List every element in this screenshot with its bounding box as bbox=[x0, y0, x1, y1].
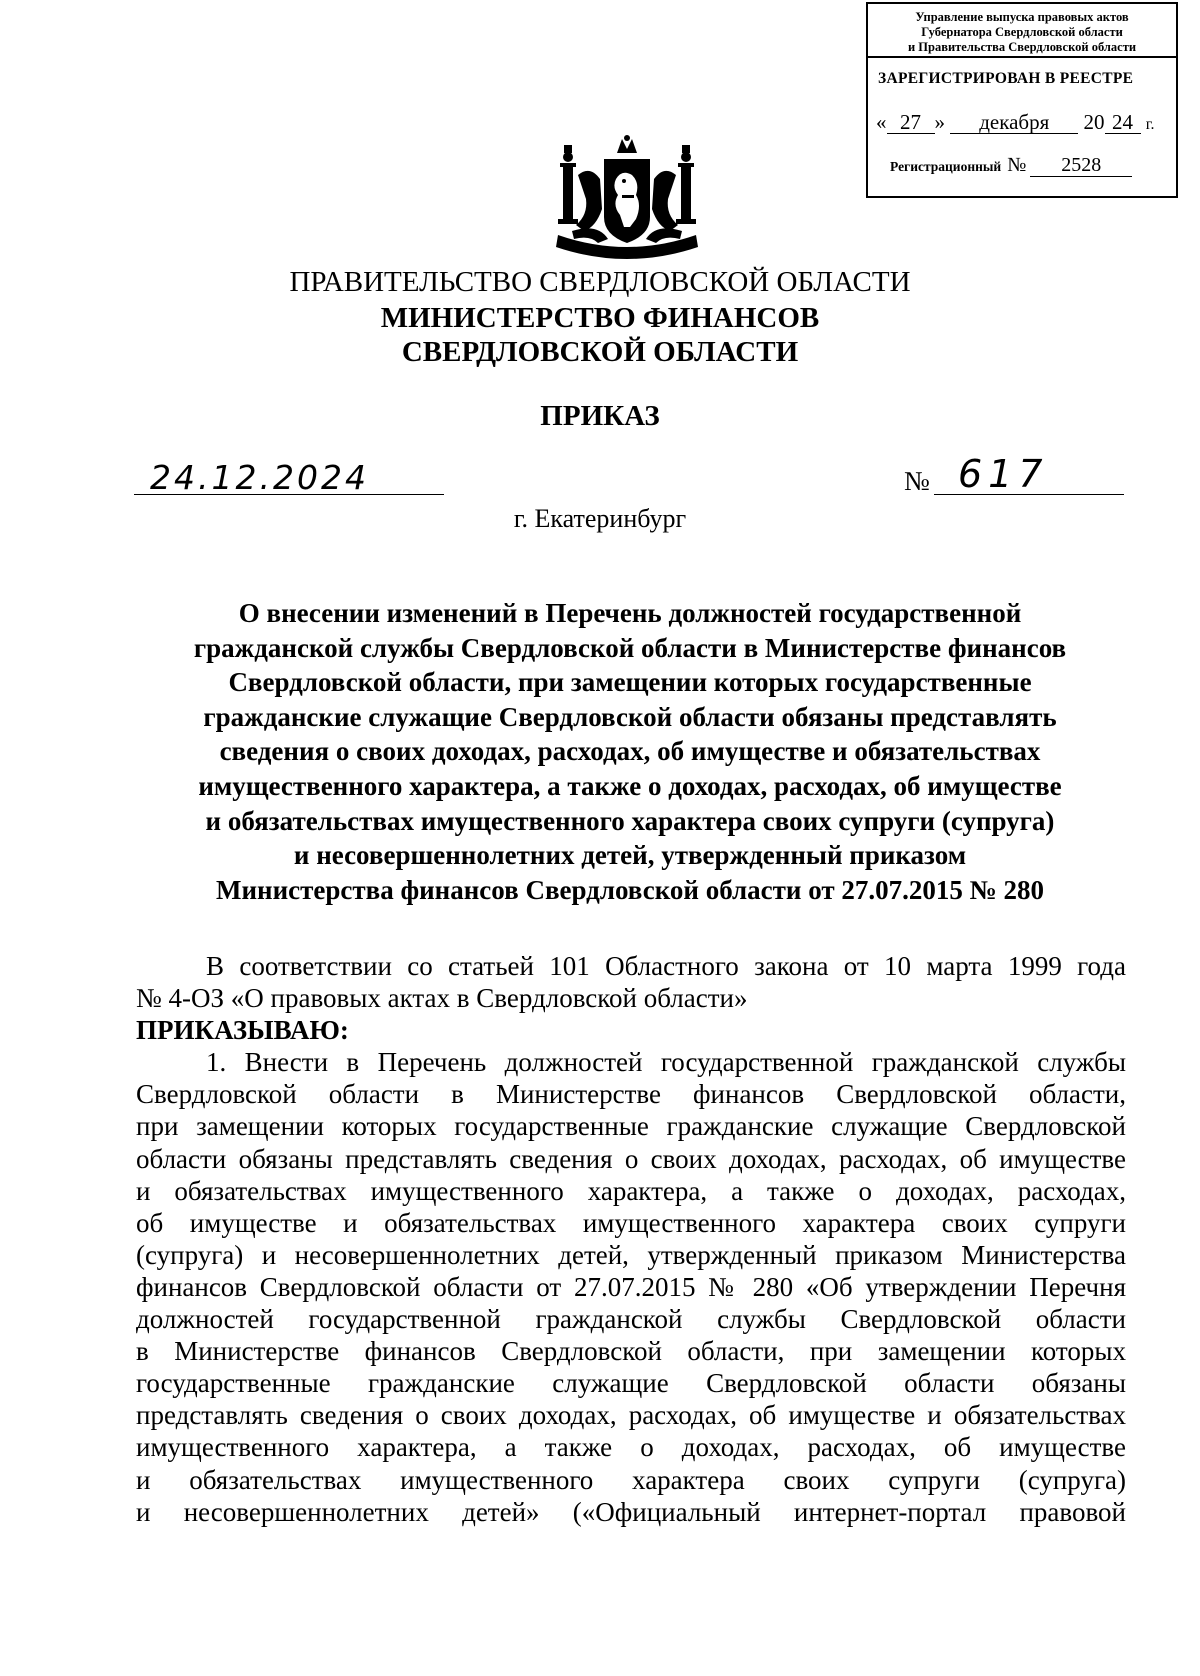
body-line: об имуществе и обязательствах имущественного характера своих супруги bbox=[136, 1207, 1126, 1238]
title-line: и обязательствах имущественного характера своих супруги (супруга) bbox=[205, 805, 1055, 836]
body-line: имущественного характера, а также о доходах, расходах, об имуществе bbox=[136, 1432, 1126, 1463]
body-line-directive: ПРИКАЗЫВАЮ: bbox=[136, 1015, 349, 1046]
stamp-year-suffix: 24 bbox=[1105, 111, 1141, 134]
title-line: гражданской службы Свердловской области в Министерстве финансов bbox=[193, 632, 1067, 663]
body-line: государственные гражданские служащие Свердловской области обязаны bbox=[136, 1368, 1126, 1399]
body-line: 1. Внести в Перечень должностей государственной гражданской службы bbox=[206, 1047, 1126, 1078]
order-body bbox=[136, 950, 1126, 1528]
order-title bbox=[130, 596, 1130, 907]
stamp-reg-label: Регистрационный bbox=[890, 159, 1002, 174]
title-line: имущественного характера, а также о доходах, расходах, об имуществе bbox=[198, 770, 1062, 801]
stamp-year-abbr: г. bbox=[1145, 116, 1155, 133]
stamp-close-quote: » bbox=[934, 110, 945, 134]
stamp-month: декабря bbox=[950, 111, 1078, 134]
body-line: области обязаны представлять сведения о своих доходах, расходах, об имуществе bbox=[136, 1143, 1126, 1174]
title-line: О внесении изменений в Перечень должностей государственной bbox=[238, 598, 1022, 628]
number-underline bbox=[934, 494, 1124, 495]
document-type: ПРИКАЗ bbox=[540, 400, 660, 432]
body-line: и обязательствах имущественного характера, а также о доходах, расходах, bbox=[136, 1175, 1126, 1206]
body-line: и несовершеннолетних детей» («Официальный интернет-портал правовой bbox=[136, 1496, 1126, 1527]
stamp-day: 27 bbox=[887, 111, 935, 134]
government-title: ПРАВИТЕЛЬСТВО СВЕРДЛОВСКОЙ ОБЛАСТИ bbox=[289, 266, 911, 298]
title-line: и несовершеннолетних детей, утвержденный приказом bbox=[293, 840, 967, 871]
stamp-date bbox=[876, 110, 1155, 135]
ministry-title-line2: СВЕРДЛОВСКОЙ ОБЛАСТИ bbox=[401, 336, 799, 368]
stamp-open-quote: « bbox=[876, 110, 887, 134]
city: г. Екатеринбург bbox=[513, 504, 687, 533]
body-line: в Министерстве финансов Свердловской области, при замещении которых bbox=[136, 1336, 1126, 1367]
stamp-header-line: и Правительства Свердловской области bbox=[907, 40, 1137, 54]
coat-of-arms-emblem bbox=[538, 135, 716, 267]
body-line: Свердловской области в Министерстве финансов Свердловской области, bbox=[136, 1079, 1126, 1110]
registration-stamp bbox=[866, 2, 1178, 198]
number-sign: № bbox=[904, 466, 930, 496]
body-line: представлять сведения о своих доходах, расходах, об имуществе и обязательствах bbox=[136, 1400, 1126, 1431]
title-line: сведения о своих доходах, расходах, об имуществе и обязательствах bbox=[219, 736, 1041, 767]
order-number: 617 bbox=[958, 452, 1049, 496]
stamp-no-sign: № bbox=[1007, 154, 1027, 176]
stamp-registered-label: ЗАРЕГИСТРИРОВАН В РЕЕСТРЕ bbox=[878, 70, 1134, 87]
stamp-header bbox=[868, 4, 1176, 58]
stamp-reg-number-row bbox=[890, 154, 1132, 177]
body-line: В соответствии со статьей 101 Областного закона от 10 марта 1999 года bbox=[206, 951, 1126, 981]
body-line: и обязательствах имущественного характера своих супруги (супруга) bbox=[136, 1464, 1126, 1495]
stamp-year-prefix: 20 bbox=[1083, 110, 1105, 134]
body-line: должностей государственной гражданской службы Свердловской области bbox=[136, 1304, 1126, 1335]
order-date: 24.12.2024 bbox=[150, 458, 369, 497]
ministry-title-line1: МИНИСТЕРСТВО ФИНАНСОВ bbox=[380, 302, 820, 334]
date-underline bbox=[134, 494, 444, 495]
body-line: № 4-ОЗ «О правовых актах в Свердловской области» bbox=[136, 983, 748, 1014]
body-line: при замещении которых государственные гражданские служащие Свердловской bbox=[136, 1111, 1126, 1142]
title-line: гражданские служащие Свердловской области обязаны представлять bbox=[203, 701, 1057, 732]
stamp-reg-number: 2528 bbox=[1030, 154, 1132, 177]
body-line: (супруга) и несовершеннолетних детей, утвержденный приказом Министерства bbox=[136, 1239, 1126, 1270]
title-line: Министерства финансов Свердловской области от 27.07.2015 № 280 bbox=[215, 874, 1045, 905]
stamp-header-line: Управление выпуска правовых актов bbox=[915, 10, 1129, 24]
title-line: Свердловской области, при замещении которых государственные bbox=[228, 667, 1032, 698]
stamp-header-line: Губернатора Свердловской области bbox=[921, 25, 1123, 39]
body-line: финансов Свердловской области от 27.07.2015 № 280 «Об утверждении Перечня bbox=[136, 1271, 1126, 1302]
